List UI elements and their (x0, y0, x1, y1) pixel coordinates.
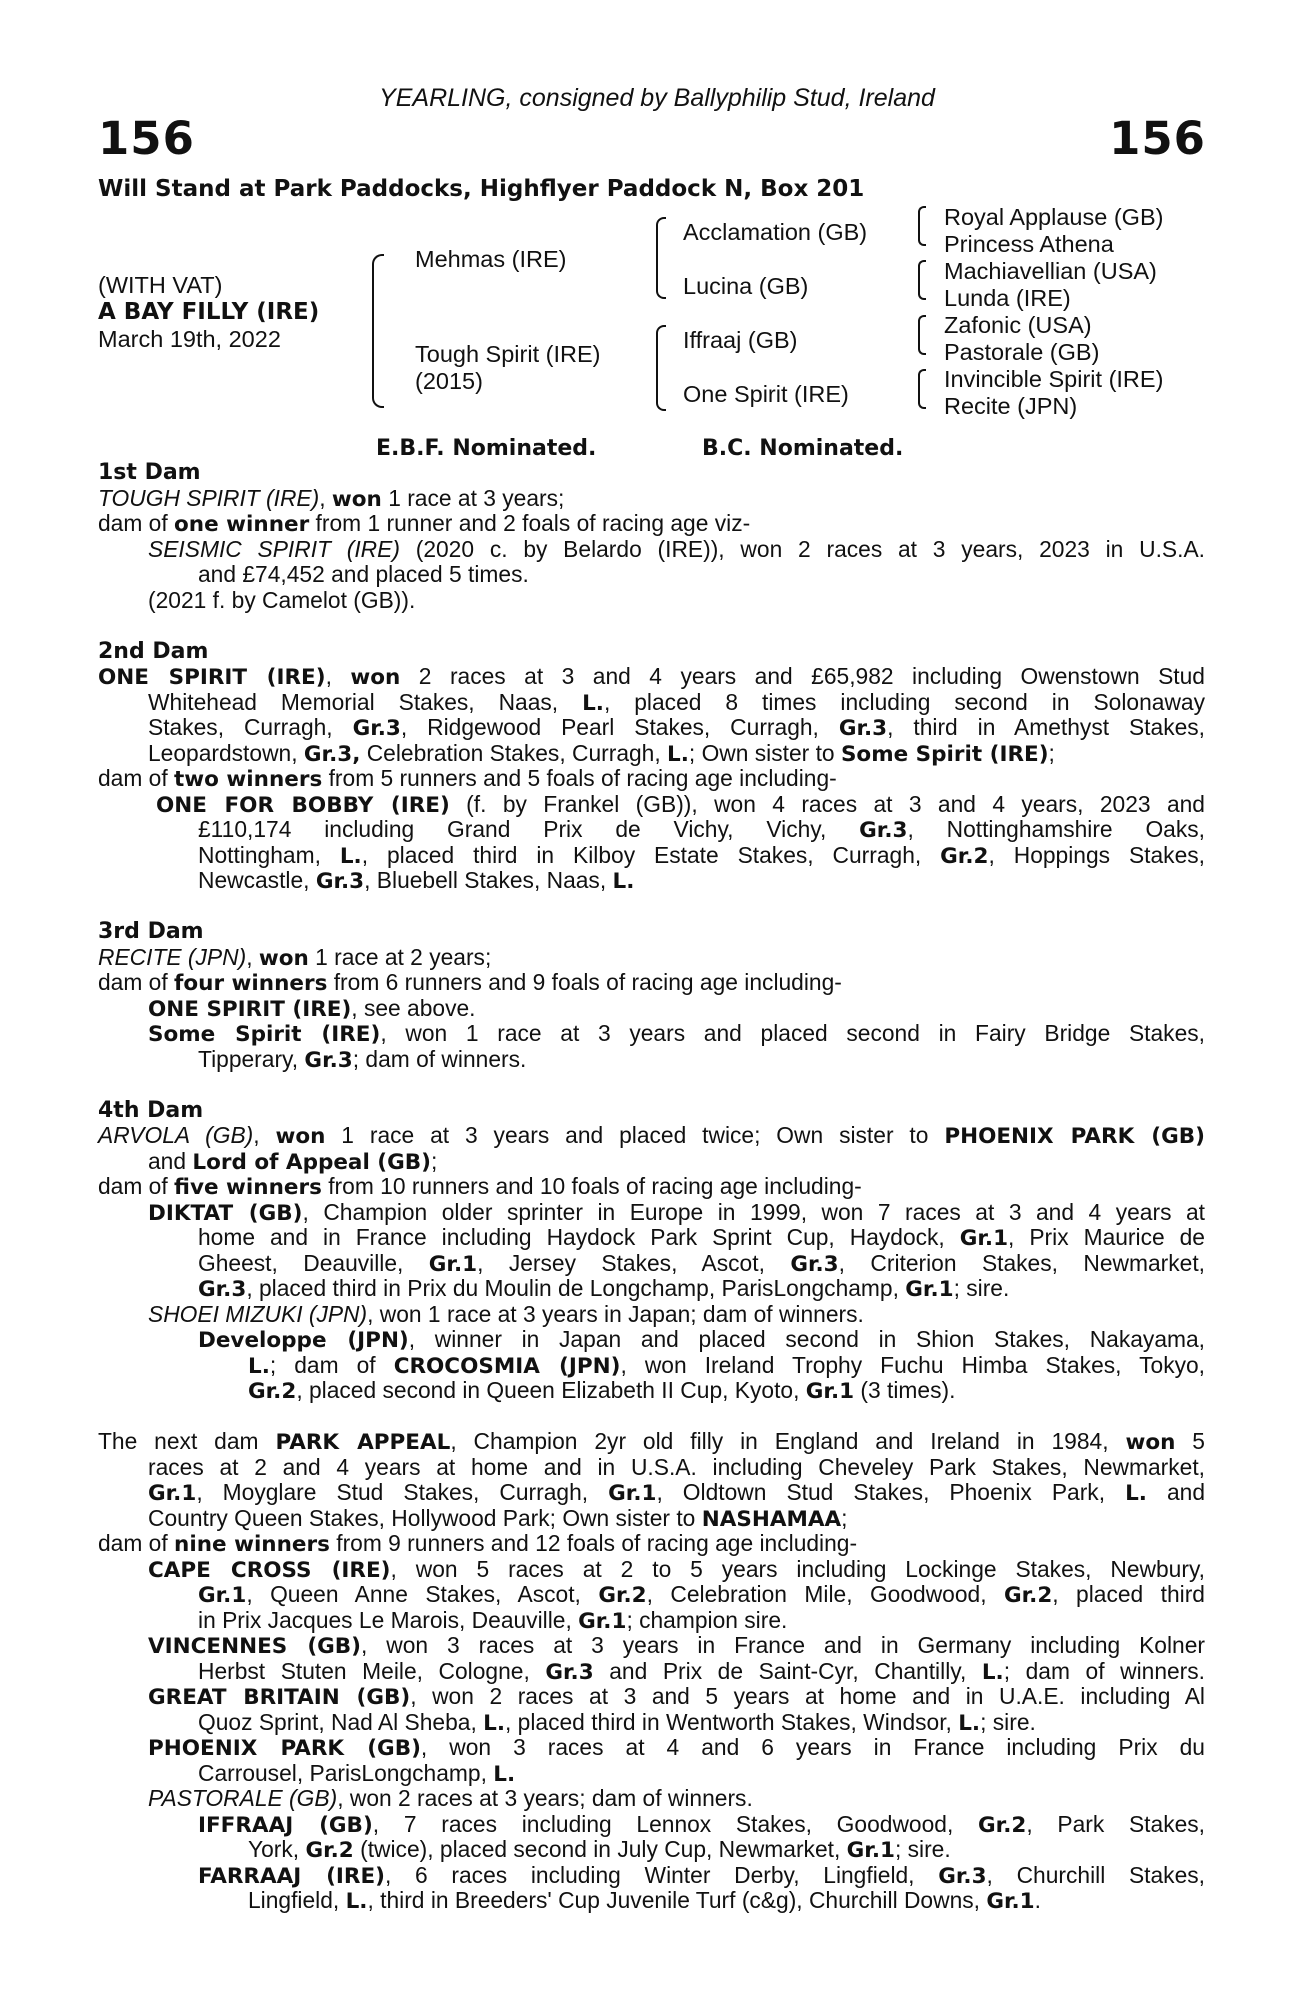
next-dam-line: PASTORALE (GB), won 2 races at 3 years; dam of winners. (148, 1785, 753, 1811)
brace-main (372, 254, 384, 408)
dam4-line: Gr.2, placed second in Queen Elizabeth II Cup, Kyoto, Gr.1 (3 times). (248, 1377, 956, 1404)
dam3-line: dam of four winners from 6 runners and 9 foals of racing age including- (98, 969, 842, 996)
dam2-line: £110,174 including Grand Prix de Vichy, Vichy, Gr.3, Nottinghamshire Oaks, (198, 816, 1205, 843)
dam3-line: Some Spirit (IRE), won 1 race at 3 years and placed second in Fairy Bridge Stakes, (148, 1020, 1205, 1047)
dam1-heading: 1st Dam (98, 460, 201, 485)
pedigree-ssd: Princess Athena (944, 231, 1114, 257)
pedigree-dam-dam: One Spirit (IRE) (683, 381, 849, 407)
lot-number-right: 156 (1109, 112, 1206, 165)
next-dam-line: FARRAAJ (IRE), 6 races including Winter Derby, Lingfield, Gr.3, Churchill Stakes, (198, 1861, 1205, 1889)
pedigree-sire: Mehmas (IRE) (415, 246, 567, 272)
brace-dam (656, 325, 666, 411)
stand-location: Will Stand at Park Paddocks, Highflyer Paddock N, Box 201 (98, 176, 865, 202)
next-dam-line: Lingfield, L., third in Breeders' Cup Juvenile Turf (c&g), Churchill Downs, Gr.1. (248, 1887, 1041, 1914)
next-dam-line: The next dam PARK APPEAL, Champion 2yr old filly in England and Ireland in 1984, won 5 (98, 1428, 1205, 1455)
next-dam-line: GREAT BRITAIN (GB), won 2 races at 3 and 5 years at home and in U.A.E. including Al (148, 1683, 1205, 1710)
pedigree-dam: Tough Spirit (IRE) (415, 341, 601, 367)
dam1-line: SEISMIC SPIRIT (IRE) (2020 c. by Belardo (IRE)), won 2 races at 3 years, 2023 in U.S.A. (148, 535, 1205, 562)
ebf-nomination: E.B.F. Nominated. (376, 436, 597, 461)
dam3-line: Tipperary, Gr.3; dam of winners. (198, 1045, 527, 1073)
dam1-line: and £74,452 and placed 5 times. (198, 561, 529, 587)
next-dam-line: IFFRAAJ (GB), 7 races including Lennox Stakes, Goodwood, Gr.2, Park Stakes, (198, 1810, 1206, 1838)
next-dam-line: Carrousel, ParisLongchamp, L. (198, 1759, 516, 1787)
dam2-line: Whitehead Memorial Stakes, Naas, L., placed 8 times including second in Solonaway (148, 688, 1205, 716)
pedigree-sds: Machiavellian (USA) (944, 258, 1157, 284)
dam4-line: Gr.3, placed third in Prix du Moulin de Longchamp, ParisLongchamp, Gr.1; sire. (198, 1275, 1010, 1302)
dam4-line: dam of five winners from 10 runners and 10 foals of racing age including- (98, 1173, 862, 1200)
next-dam-line: Herbst Stuten Meile, Cologne, Gr.3 and Prix de Saint-Cyr, Chantilly, L.; dam of winners. (198, 1657, 1205, 1685)
next-dam-line: PHOENIX PARK (GB), won 3 races at 4 and 6 years in France including Prix du (148, 1734, 1205, 1761)
catalogue-body (98, 460, 1205, 1914)
dam2-line: Newcastle, Gr.3, Bluebell Stakes, Naas, L. (198, 867, 635, 894)
next-dam-line: Gr.1, Moyglare Stud Stakes, Curragh, Gr.1, Oldtown Stud Stakes, Phoenix Park, L. and (148, 1479, 1205, 1506)
next-dam-line: in Prix Jacques Le Marois, Deauville, Gr.1; champion sire. (198, 1606, 788, 1634)
dam1-line: (2021 f. by Camelot (GB)). (148, 586, 416, 613)
next-dam-line: dam of nine winners from 9 runners and 12 foals of racing age including- (98, 1530, 858, 1557)
pedigree-dsd: Pastorale (GB) (944, 339, 1100, 365)
pedigree-sss: Royal Applause (GB) (944, 204, 1164, 230)
consignor-line: YEARLING, consigned by Ballyphilip Stud, Ireland (379, 84, 935, 112)
pedigree-dds: Invincible Spirit (IRE) (944, 366, 1164, 392)
dam1-line: dam of one winner from 1 runner and 2 foals of racing age viz- (98, 510, 751, 537)
dam4-line: SHOEI MIZUKI (JPN), won 1 race at 3 years in Japan; dam of winners. (148, 1300, 864, 1327)
pedigree-ddd: Recite (JPN) (944, 393, 1078, 419)
dam2-line: Nottingham, L., placed third in Kilboy Estate Stakes, Curragh, Gr.2, Hoppings Stakes, (198, 841, 1205, 869)
next-dam-line: CAPE CROSS (IRE), won 5 races at 2 to 5 years including Lockinge Stakes, Newbury, (148, 1555, 1205, 1583)
brace-sire (656, 217, 666, 299)
dam3-heading: 3rd Dam (98, 919, 204, 944)
next-dam-line: VINCENNES (GB), won 3 races at 3 years in France and in Germany including Kolner (148, 1632, 1205, 1659)
pedigree-sdd: Lunda (IRE) (944, 285, 1071, 311)
dam2-line: Leopardstown, Gr.3, Celebration Stakes, Curragh, L.; Own sister to Some Spirit (IRE); (148, 739, 1055, 767)
dam4-line: Gheest, Deauville, Gr.1, Jersey Stakes, Ascot, Gr.3, Criterion Stakes, Newmarket, (198, 1249, 1205, 1277)
dam2-line: Stakes, Curragh, Gr.3, Ridgewood Pearl Stakes, Curragh, Gr.3, third in Amethyst Stakes, (148, 714, 1206, 741)
brace-sd (918, 260, 926, 300)
dam3-line: ONE SPIRIT (IRE), see above. (148, 994, 476, 1022)
brace-dd (918, 369, 926, 409)
brace-ss (918, 206, 926, 246)
dam2-line: dam of two winners from 5 runners and 5 foals of racing age including- (98, 765, 837, 792)
pedigree-sire-dam: Lucina (GB) (683, 273, 809, 299)
pedigree-dam-year: (2015) (415, 368, 483, 394)
dam2-heading: 2nd Dam (98, 638, 209, 664)
vat-note: (WITH VAT) (98, 272, 223, 298)
dam2-line: ONE FOR BOBBY (IRE) (f. by Frankel (GB)), won 4 races at 3 and 4 years, 2023 and (156, 790, 1205, 818)
pedigree-dss: Zafonic (USA) (944, 312, 1092, 338)
pedigree-sire-sire: Acclamation (GB) (683, 219, 868, 245)
dam4-line: ARVOLA (GB), won 1 race at 3 years and placed twice; Own sister to PHOENIX PARK (GB) (98, 1122, 1205, 1149)
pedigree-dam-sire: Iffraaj (GB) (683, 327, 798, 353)
dam4-line: DIKTAT (GB), Champion older sprinter in Europe in 1999, won 7 races at 3 and 4 years at (148, 1198, 1205, 1226)
dam4-line: and Lord of Appeal (GB); (148, 1147, 438, 1175)
next-dam-line: Quoz Sprint, Nad Al Sheba, L., placed third in Wentworth Stakes, Windsor, L.; sire. (198, 1708, 1036, 1736)
dam4-heading: 4th Dam (98, 1097, 204, 1123)
dam2-line: ONE SPIRIT (IRE), won 2 races at 3 and 4 years and £65,982 including Owenstown Stud (98, 663, 1205, 690)
dam3-line: RECITE (JPN), won 1 race at 2 years; (98, 943, 492, 971)
next-dam-line: Country Queen Stakes, Hollywood Park; Own sister to NASHAMAA; (148, 1504, 848, 1532)
dam1-line: TOUGH SPIRIT (IRE), won 1 race at 3 years; (98, 484, 565, 512)
subject-dob: March 19th, 2022 (98, 326, 281, 352)
next-dam-line: Gr.1, Queen Anne Stakes, Ascot, Gr.2, Celebration Mile, Goodwood, Gr.2, placed third (198, 1581, 1205, 1608)
lot-number-left: 156 (98, 112, 195, 165)
bc-nomination: B.C. Nominated. (702, 436, 904, 461)
brace-ds (918, 315, 926, 355)
subject-name: A BAY FILLY (IRE) (98, 299, 320, 325)
next-dam-line: York, Gr.2 (twice), placed second in July Cup, Newmarket, Gr.1; sire. (248, 1836, 951, 1863)
next-dam-line: races at 2 and 4 years at home and in U.S.A. including Cheveley Park Stakes, Newmarket, (148, 1453, 1205, 1480)
dam4-line: Developpe (JPN), winner in Japan and placed second in Shion Stakes, Nakayama, (198, 1326, 1205, 1353)
dam4-line: home and in France including Haydock Park Sprint Cup, Haydock, Gr.1, Prix Maurice de (198, 1224, 1205, 1251)
dam4-line: L.; dam of CROCOSMIA (JPN), won Ireland Trophy Fuchu Himba Stakes, Tokyo, (248, 1351, 1206, 1379)
